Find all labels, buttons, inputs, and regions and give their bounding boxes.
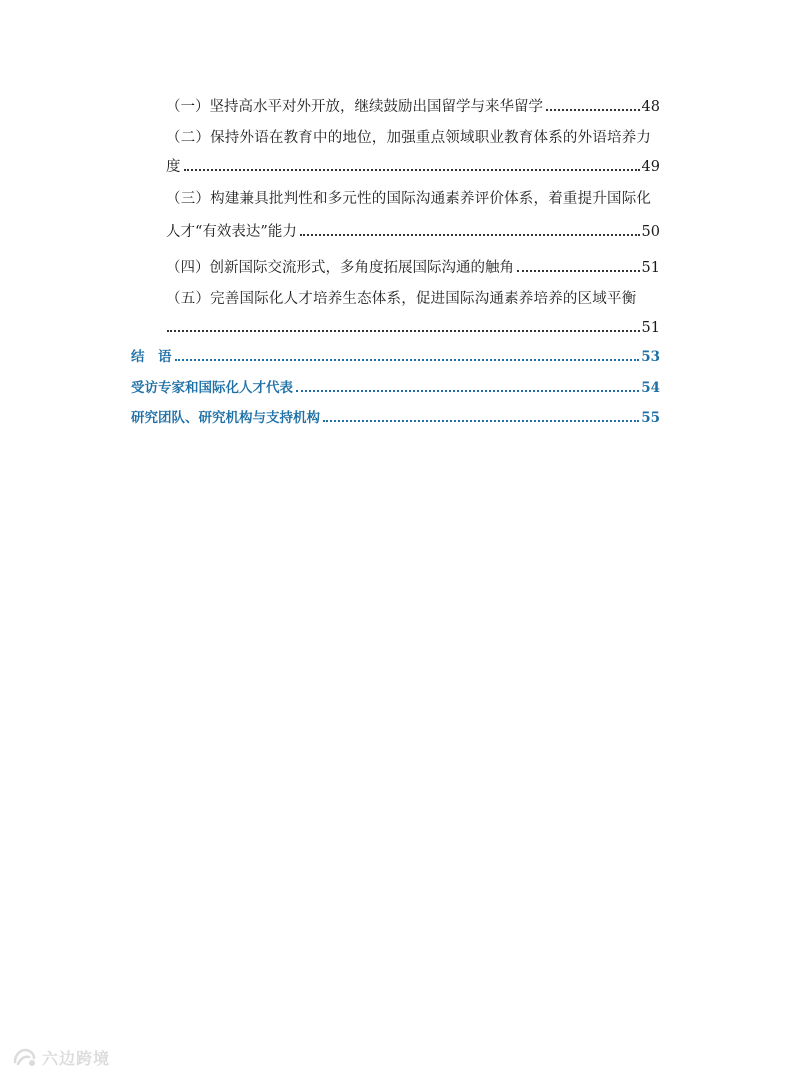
- toc-entry-2-continued[interactable]: [166, 157, 660, 177]
- dot-leader: [184, 169, 640, 171]
- toc-page-number: 48: [641, 99, 660, 115]
- toc-entry-research-team[interactable]: [131, 408, 660, 428]
- toc-entry-2[interactable]: [166, 128, 660, 148]
- toc-entry-title: 研究团队、研究机构与支持机构: [131, 410, 320, 426]
- toc-page-number: 55: [641, 410, 660, 426]
- toc-page-number: 51: [641, 260, 660, 276]
- toc-entry-3-continued[interactable]: [166, 222, 660, 242]
- dot-leader: [167, 330, 640, 332]
- toc-entry-title: 度: [166, 159, 181, 175]
- toc-entry-5-continued[interactable]: [164, 318, 660, 338]
- toc-page-number: 54: [641, 380, 660, 396]
- toc-entry-title: （三）构建兼具批判性和多元性的国际沟通素养评价体系，着重提升国际化: [166, 191, 652, 207]
- toc-entry-title: （二）保持外语在教育中的地位，加强重点领域职业教育体系的外语培养力: [166, 130, 652, 146]
- toc-entry-interviewees[interactable]: [131, 378, 660, 398]
- watermark: [12, 1044, 110, 1070]
- toc-entry-title: 受访专家和国际化人才代表: [131, 380, 293, 396]
- toc-entry-title: 结 语: [131, 349, 172, 365]
- toc-entry-4[interactable]: [166, 258, 660, 278]
- brand-logo-icon: [12, 1046, 38, 1068]
- dot-leader: [300, 234, 640, 236]
- toc-entry-3[interactable]: [166, 189, 660, 209]
- toc-page-number: 53: [641, 349, 660, 365]
- dot-leader: [175, 359, 640, 361]
- toc-entry-title: 人才“有效表达”能力: [166, 224, 297, 240]
- toc-entry-5[interactable]: [166, 289, 660, 309]
- dot-leader: [323, 420, 639, 422]
- toc-page-number: 49: [641, 159, 660, 175]
- dot-leader: [517, 270, 640, 272]
- dot-leader: [546, 109, 640, 111]
- toc-entry-title: （五）完善国际化人才培养生态体系，促进国际沟通素养培养的区域平衡: [166, 291, 637, 307]
- toc-entry-1[interactable]: [166, 97, 660, 117]
- dot-leader: [296, 390, 639, 392]
- watermark-text: 六边跨境: [42, 1048, 111, 1068]
- toc-entry-conclusion[interactable]: [131, 347, 660, 367]
- toc-entry-title: （四）创新国际交流形式，多角度拓展国际沟通的触角: [166, 260, 514, 276]
- toc-page-number: 50: [641, 224, 660, 240]
- toc-entry-title: （一）坚持高水平对外开放，继续鼓励出国留学与来华留学: [166, 99, 543, 115]
- toc-page-number: 51: [641, 320, 660, 336]
